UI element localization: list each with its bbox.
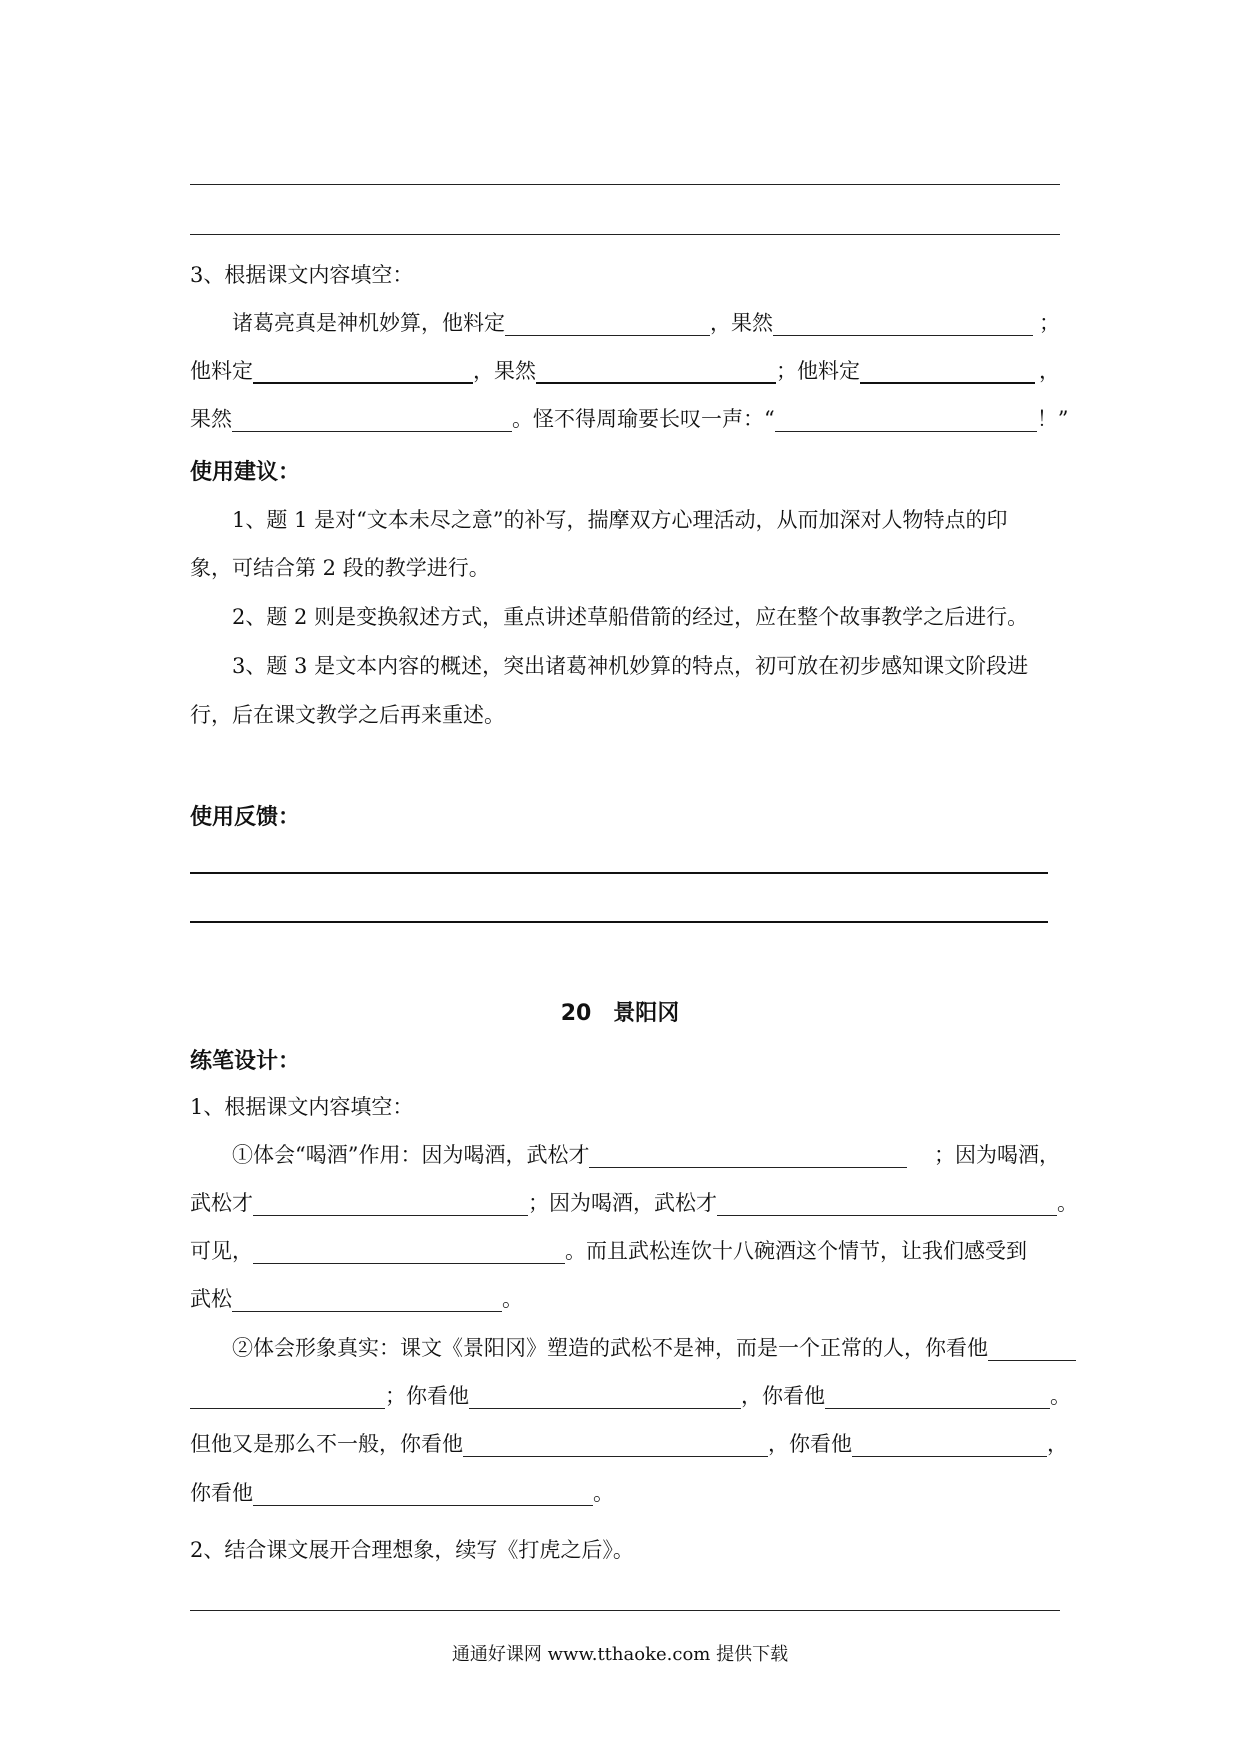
- text: 。: [1057, 1191, 1078, 1215]
- fill-blank[interactable]: [536, 360, 776, 384]
- text: ，果然: [473, 359, 536, 383]
- text: ，: [1047, 1432, 1068, 1456]
- fill-blank[interactable]: [852, 1434, 1047, 1457]
- fill-blank[interactable]: [717, 1193, 1057, 1216]
- text: ；因为喝酒，: [934, 1143, 1060, 1167]
- question-2-label: 2、结合课文展开合理想象，续写《打虎之后》。: [190, 1538, 634, 1562]
- text: ，果然: [710, 311, 773, 335]
- text: ，你看他: [741, 1384, 825, 1408]
- question-3-label: [190, 260, 1060, 290]
- fill-blank[interactable]: [232, 1289, 502, 1312]
- fill-blank[interactable]: [232, 409, 512, 432]
- text: ①体会“喝酒”作用：因为喝酒，武松才: [232, 1143, 590, 1167]
- fill-blank[interactable]: [773, 313, 1033, 336]
- design-heading: 练笔设计：: [190, 1049, 301, 1074]
- advice-paragraph-1: 1、题 1 是对“文本未尽之意”的补写，揣摩双方心理活动，从而加深对人物特点的印: [232, 508, 1008, 532]
- advice-paragraph-1-cont: 象，可结合第 2 段的教学进行。: [190, 556, 490, 580]
- fill-blank[interactable]: [190, 1386, 385, 1409]
- fill-blank[interactable]: [469, 1386, 741, 1409]
- text: 他料定: [190, 359, 253, 383]
- question-1-label: 1、根据课文内容填空：: [190, 1095, 414, 1119]
- advice-heading: 使用建议：: [190, 460, 301, 485]
- text: ，你看他: [768, 1432, 852, 1456]
- text: 果然: [190, 407, 232, 431]
- fill-blank[interactable]: [860, 360, 1035, 384]
- question-1-line-g: [190, 1429, 1068, 1459]
- text: 可见，: [190, 1239, 253, 1263]
- text: 你看他: [190, 1481, 253, 1505]
- fill-blank[interactable]: [589, 1145, 907, 1168]
- question-1-line-a: [232, 1140, 1060, 1170]
- text: ；你看他: [385, 1384, 469, 1408]
- text: 诸葛亮真是神机妙算，他料定: [232, 311, 505, 335]
- fill-blank[interactable]: [775, 409, 1037, 432]
- text: ；他料定: [776, 359, 860, 383]
- fill-blank[interactable]: [825, 1386, 1050, 1409]
- fill-blank[interactable]: [505, 313, 710, 336]
- question-3-line-2: [190, 356, 1060, 386]
- question-label: 3、根据课文内容填空：: [190, 263, 414, 287]
- advice-paragraph-3-cont: 行，后在课文教学之后再来重述。: [190, 703, 505, 727]
- text: 武松: [190, 1287, 232, 1311]
- text: 。而且武松连饮十八碗酒这个情节，让我们感受到: [565, 1239, 1027, 1263]
- question-1-line-h: [190, 1478, 1060, 1508]
- fill-blank[interactable]: [988, 1338, 1076, 1361]
- question-1-line-d: [190, 1284, 1060, 1314]
- fill-blank[interactable]: [463, 1434, 768, 1457]
- question-1-line-b: [190, 1188, 1078, 1218]
- fill-blank[interactable]: [253, 1241, 565, 1264]
- fill-blank[interactable]: [253, 1483, 593, 1506]
- text: ！”: [1036, 407, 1069, 431]
- text: 。: [1050, 1384, 1071, 1408]
- fill-blank[interactable]: [253, 1193, 528, 1216]
- text: 武松才: [190, 1191, 253, 1215]
- question-1-line-f: [190, 1381, 1071, 1411]
- advice-paragraph-3: 3、题 3 是文本内容的概述，突出诸葛神机妙算的特点，初可放在初步感知课文阶段进: [232, 654, 1029, 678]
- question-1-line-e: [232, 1333, 1060, 1363]
- text: 。怪不得周瑜要长叹一声：“: [512, 407, 775, 431]
- text: ；因为喝酒，武松才: [528, 1191, 717, 1215]
- question-1-line-c: [190, 1236, 1060, 1266]
- footer-text: 通通好课网 www.tthaoke.com 提供下载: [451, 1644, 789, 1665]
- text: 。: [593, 1481, 614, 1505]
- text: 。: [502, 1287, 523, 1311]
- feedback-line[interactable]: [190, 872, 1048, 874]
- answer-line: [190, 184, 1060, 185]
- question-3-line-1: [232, 308, 1060, 338]
- question-3-line-3: [190, 404, 1069, 434]
- text: ；: [1039, 311, 1060, 335]
- feedback-line[interactable]: [190, 921, 1048, 923]
- text: ②体会形象真实：课文《景阳冈》塑造的武松不是神，而是一个正常的人，你看他: [232, 1336, 988, 1360]
- fill-blank[interactable]: [253, 360, 473, 384]
- lesson-title: 20 景阳冈: [560, 1001, 680, 1026]
- text: 但他又是那么不一般，你看他: [190, 1432, 463, 1456]
- text: ，: [1039, 359, 1060, 383]
- answer-line: [190, 1610, 1060, 1611]
- advice-paragraph-2: 2、题 2 则是变换叙述方式，重点讲述草船借箭的经过，应在整个故事教学之后进行。: [232, 605, 1029, 629]
- feedback-heading: 使用反馈：: [190, 805, 301, 830]
- answer-line: [190, 234, 1060, 235]
